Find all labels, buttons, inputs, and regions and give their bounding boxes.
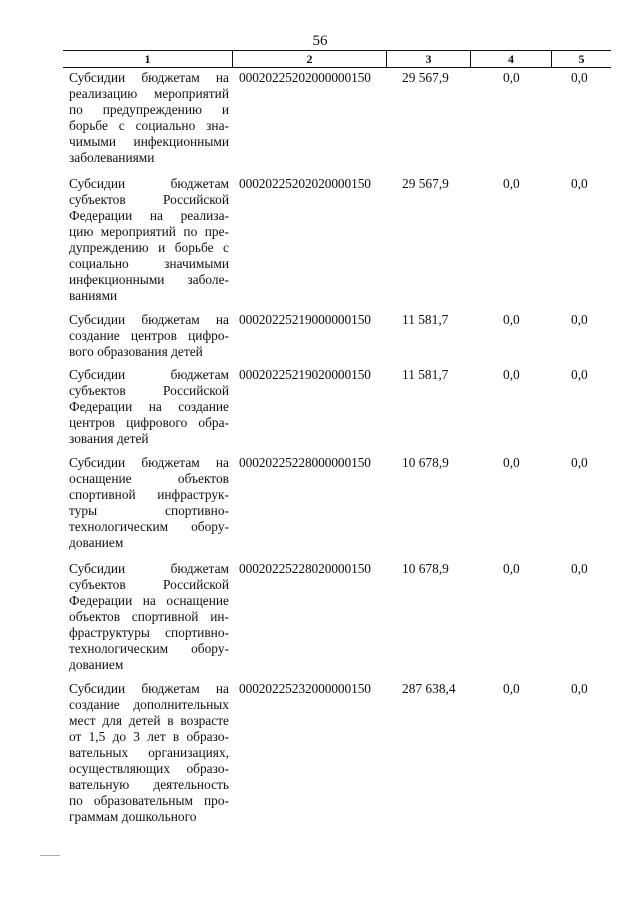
row-value-5: 0,0 <box>571 681 588 696</box>
row-name-line: реализацию мероприятий <box>69 86 229 101</box>
row-value-5: 0,0 <box>571 455 588 470</box>
row-name-line: Федерации на реализа- <box>69 208 229 223</box>
header-bottom-rule <box>63 67 611 68</box>
column-header-3: 3 <box>425 52 432 66</box>
row-name-line: инфекционными заболе- <box>69 272 229 287</box>
row-name-line: технологическим обору- <box>69 641 229 656</box>
row-value-4: 0,0 <box>503 681 520 696</box>
row-value-3: 11 581,7 <box>402 367 449 382</box>
row-name <box>69 681 229 825</box>
row-name-line: дованием <box>69 657 124 672</box>
row-name <box>69 176 229 304</box>
row-value-3: 11 581,7 <box>402 312 449 327</box>
row-name-line: зования детей <box>69 431 149 446</box>
row-code: 00020225219000000150 <box>239 312 371 327</box>
row-value-5: 0,0 <box>571 176 588 191</box>
row-name-line: борьбе с социально зна- <box>69 118 229 133</box>
row-value-5: 0,0 <box>571 70 588 85</box>
row-name-line: граммам дошкольного <box>69 809 197 824</box>
row-value-3: 10 678,9 <box>402 561 449 576</box>
row-name-line: Субсидии бюджетам на <box>69 455 229 470</box>
row-value-4: 0,0 <box>503 367 520 382</box>
row-name <box>69 455 229 551</box>
row-name-line: спортивной инфраструк- <box>69 487 229 502</box>
row-name-line: центров цифрового обра- <box>69 415 229 430</box>
row-value-4: 0,0 <box>503 561 520 576</box>
row-name-line: фраструктуры спортивно- <box>69 625 229 640</box>
column-header-1: 1 <box>144 52 151 66</box>
row-code: 00020225228000000150 <box>239 455 371 470</box>
row-code: 00020225202020000150 <box>239 176 371 191</box>
row-name-line: по предупреждению и <box>69 102 229 117</box>
row-code: 00020225232000000150 <box>239 681 371 696</box>
row-value-4: 0,0 <box>503 455 520 470</box>
row-name-line: субъектов Российской <box>69 192 229 207</box>
row-name-line: осуществляющих образо- <box>69 761 229 776</box>
row-name-line: субъектов Российской <box>69 577 229 592</box>
row-name-line: по образовательным про- <box>69 793 229 808</box>
page-number: 56 <box>312 33 328 49</box>
row-value-4: 0,0 <box>503 312 520 327</box>
row-name-line: ваниями <box>69 288 118 303</box>
row-name <box>69 367 229 447</box>
row-name-line: технологическим обору- <box>69 519 229 534</box>
column-header-4: 4 <box>508 52 514 66</box>
row-name-line: субъектов Российской <box>69 383 229 398</box>
row-name-line: Субсидии бюджетам на <box>69 312 229 327</box>
row-name-line: дованием <box>69 535 124 550</box>
row-name-line: туры спортивно- <box>69 503 229 518</box>
row-name-line: оснащение объектов <box>69 471 229 486</box>
row-code: 00020225219020000150 <box>239 367 371 382</box>
row-name-line: мест для детей в возрасте <box>69 713 229 728</box>
row-value-3: 287 638,4 <box>402 681 456 696</box>
margin-mark: —— <box>40 850 60 861</box>
row-name-line: вого образования детей <box>69 344 203 359</box>
row-value-5: 0,0 <box>571 561 588 576</box>
row-value-3: 29 567,9 <box>402 176 449 191</box>
row-name <box>69 561 229 673</box>
row-value-4: 0,0 <box>503 176 520 191</box>
row-name-line: Федерации на оснащение <box>69 593 229 608</box>
row-name <box>69 312 229 360</box>
row-name-line: социально значимыми <box>69 256 229 271</box>
row-name-line: вательную деятельность <box>69 777 229 792</box>
row-name-line: дупреждению и борьбе с <box>69 240 229 255</box>
row-name-line: объектов спортивной ин- <box>69 609 229 624</box>
row-value-4: 0,0 <box>503 70 520 85</box>
row-name-line: Субсидии бюджетам на <box>69 70 229 85</box>
column-header-5: 5 <box>578 52 585 66</box>
row-name-line: заболеваниями <box>69 150 155 165</box>
column-header-2: 2 <box>306 52 313 66</box>
row-name-line: Субсидии бюджетам <box>69 367 229 382</box>
row-code: 00020225202000000150 <box>239 70 371 85</box>
row-code: 00020225228020000150 <box>239 561 371 576</box>
header-top-rule <box>63 50 611 51</box>
row-name-line: Субсидии бюджетам <box>69 176 229 191</box>
row-value-5: 0,0 <box>571 367 588 382</box>
row-name-line: цию мероприятий по пре- <box>69 224 229 239</box>
row-name-line: от 1,5 до 3 лет в образо- <box>69 729 229 744</box>
row-name-line: Субсидии бюджетам на <box>69 681 229 696</box>
row-name <box>69 70 229 166</box>
row-value-5: 0,0 <box>571 312 588 327</box>
row-name-line: вательных организациях, <box>69 745 229 760</box>
row-value-3: 10 678,9 <box>402 455 449 470</box>
row-name-line: Федерации на создание <box>69 399 229 414</box>
row-name-line: создание центров цифро- <box>69 328 229 343</box>
row-name-line: чимыми инфекционными <box>69 134 229 149</box>
row-name-line: Субсидии бюджетам <box>69 561 229 576</box>
row-value-3: 29 567,9 <box>402 70 449 85</box>
row-name-line: создание дополнительных <box>69 697 229 712</box>
